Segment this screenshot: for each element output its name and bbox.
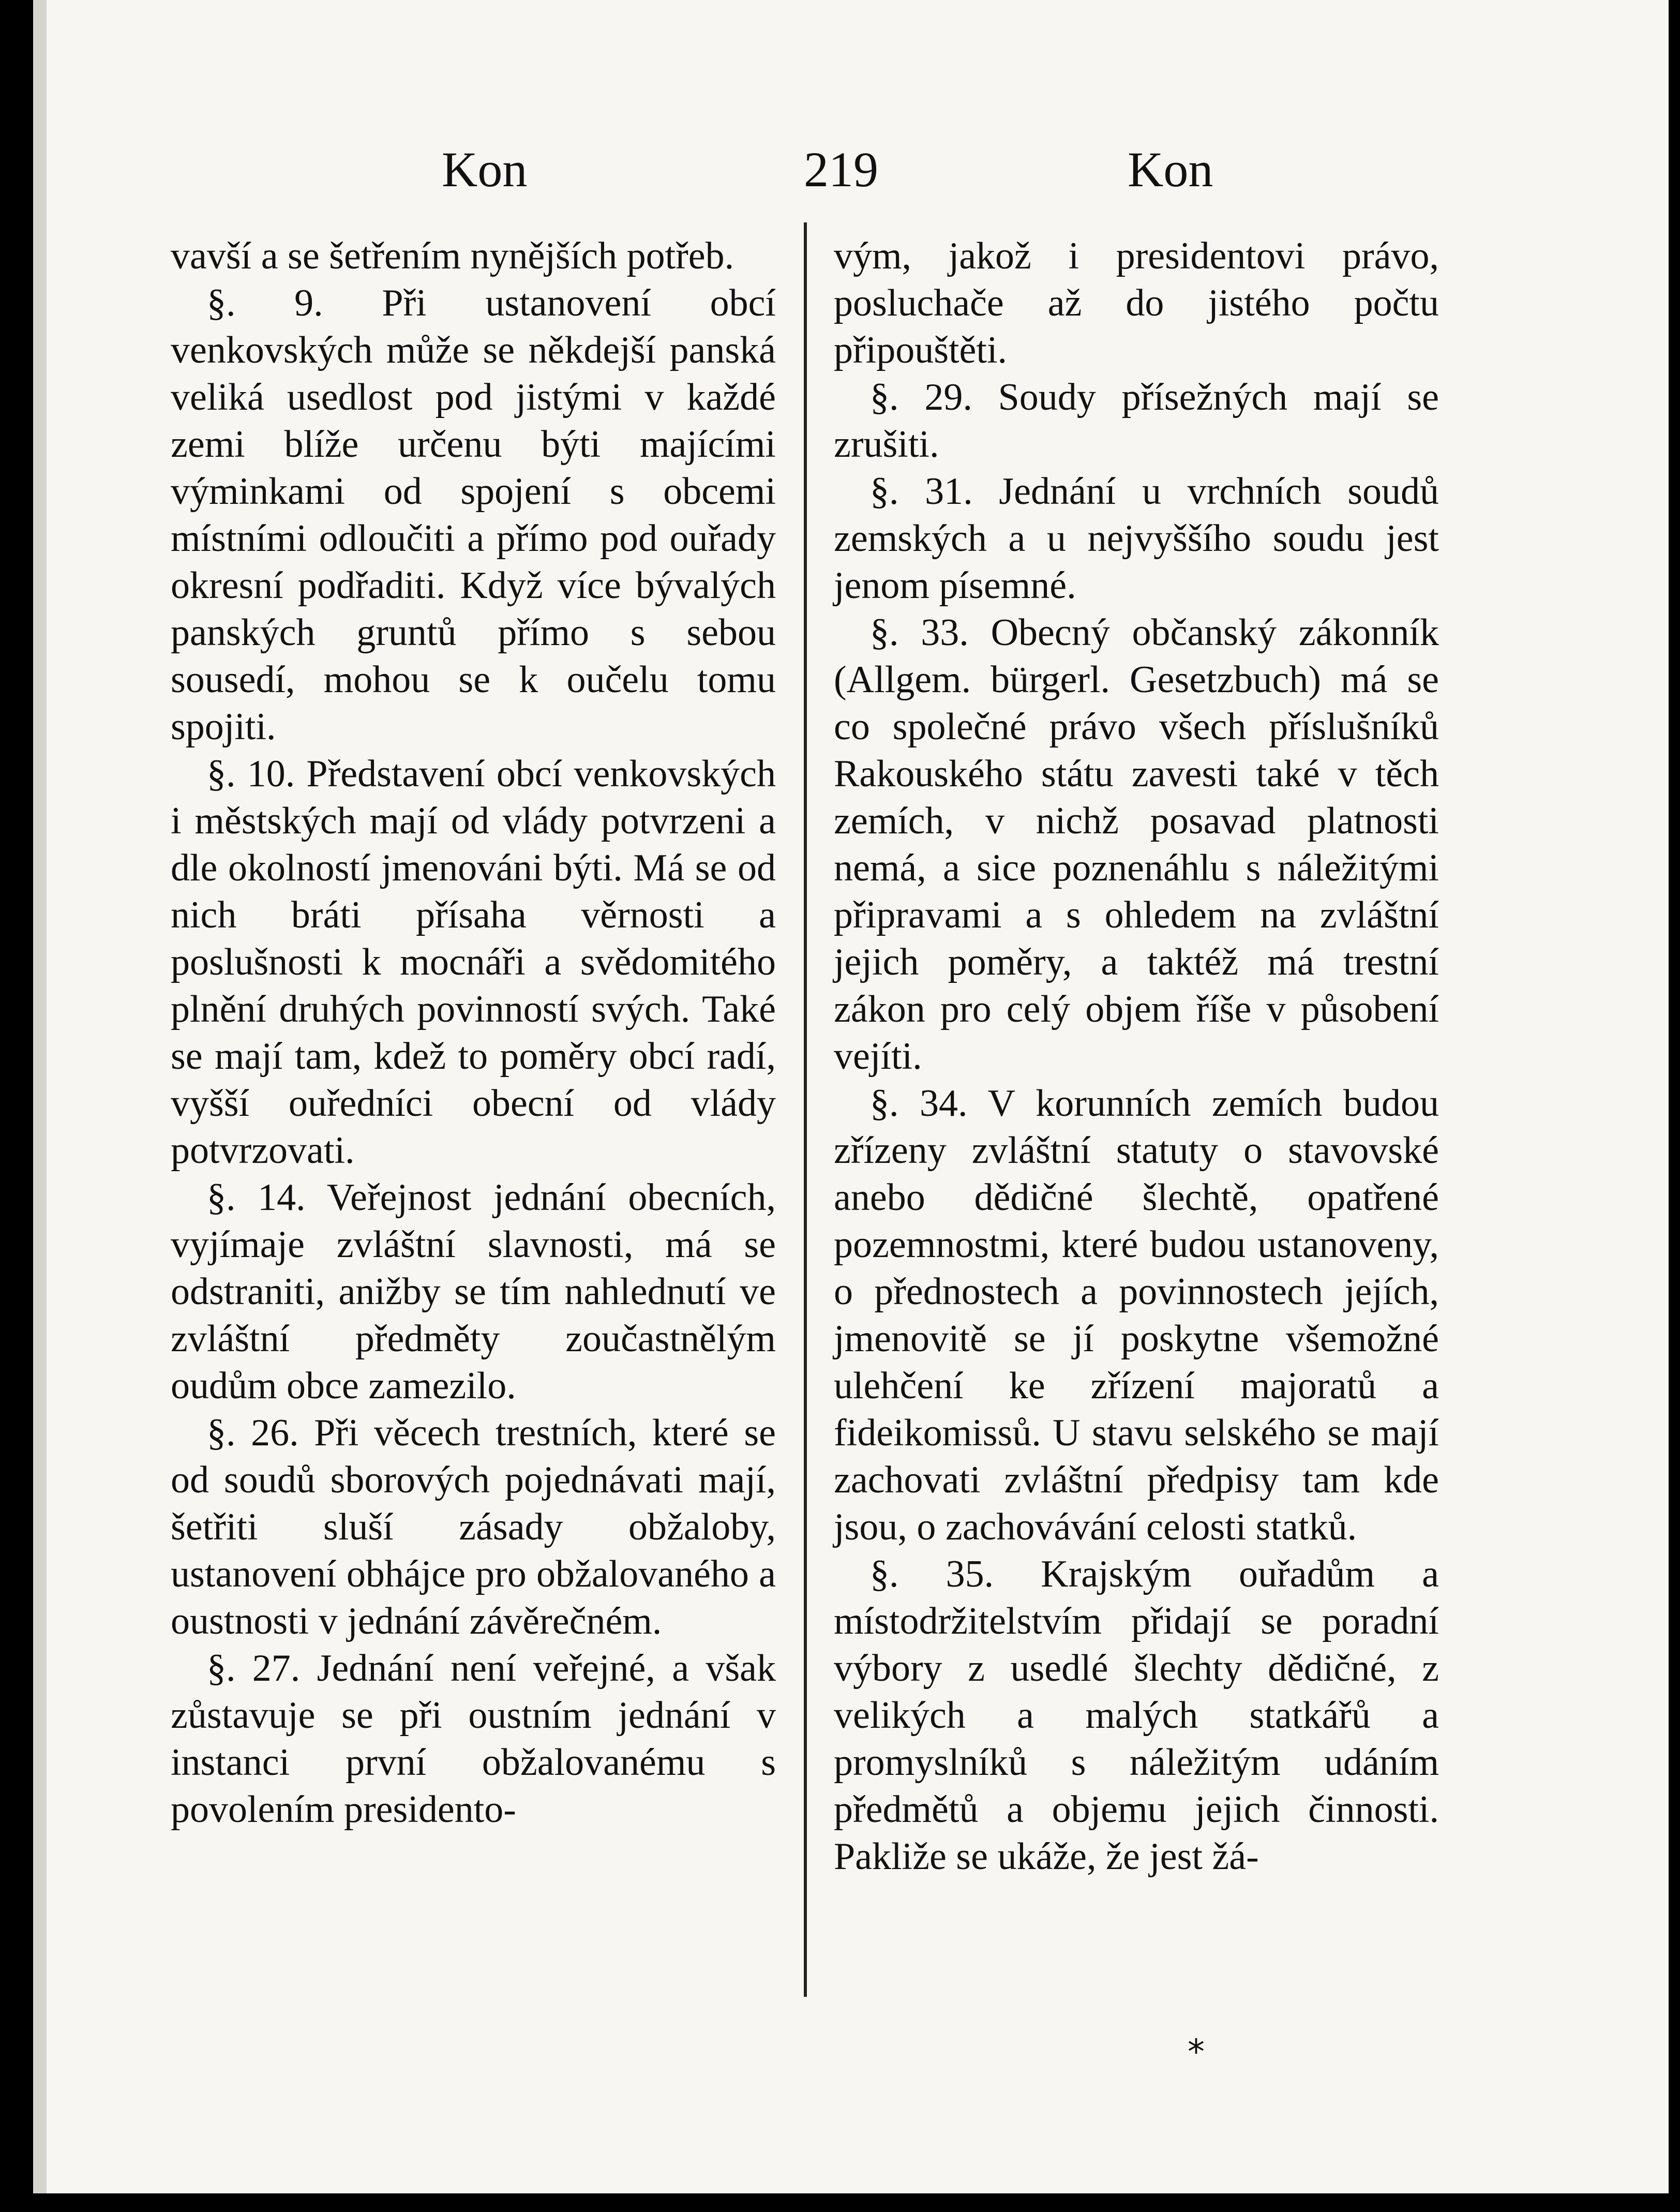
paragraph: vavší a se šetřením nynějších potřeb. — [171, 235, 734, 277]
book-page — [33, 0, 1669, 2193]
page-number: 219 — [804, 142, 878, 197]
left-column — [171, 233, 776, 1833]
running-head-right: Kon — [1128, 142, 1213, 197]
signature-mark: * — [1188, 2032, 1205, 2072]
page-binding-shadow — [33, 0, 47, 2193]
right-column — [834, 233, 1439, 1880]
paragraph: §. 27. Jednání není veřejné, a však zůstavuje se při oustním jednání v instanci první obžalovanému s povolením presidento- — [171, 1647, 776, 1831]
paragraph: §. 35. Krajským ouřadům a místodržitelstvím přidají se poradní výbory z usedlé šlechty dědičné, z velikých a malých statkářů a promyslníků s náležitým udáním předmětů a objemu jejich činnosti. Pakliže se ukáže, že jest žá- — [834, 1553, 1439, 1878]
paragraph: §. 33. Obecný občanský zákonník (Allgem. bürgerl. Gesetzbuch) má se co společné právo všech příslušníků Rakouského státu zavesti také v těch zemích, v nichž posavad platnosti nemá, a sice poznenáhlu s náležitými připravami a s ohledem na zvláštní jejich poměry, a taktéž má trestní zákon pro celý objem říše v působení vejíti. — [834, 611, 1439, 1078]
paragraph: §. 14. Veřejnost jednání obecních, vyjímaje zvláštní slavnosti, má se odstraniti, anižby se tím nahlednutí ve zvláštní předměty zoučastnělým oudům obce zamezilo. — [171, 1176, 776, 1407]
paragraph: vým, jakož i presidentovi právo, posluchače až do jistého počtu připouštěti. — [834, 235, 1439, 371]
paragraph: §. 31. Jednání u vrchních soudů zemských a u nejvyššího soudu jest jenom písemné. — [834, 470, 1439, 607]
paragraph: §. 10. Představení obcí venkovských i městských mají od vlády potvrzeni a dle okolností jmenováni býti. Má se od nich bráti přísaha věrnosti a poslušnosti k mocnáři a svědomitého plnění druhých povinností svých. Také se mají tam, kdež to poměry obcí radí, vyšší ouředníci obecní od vlády potvrzovati. — [171, 753, 776, 1172]
column-divider — [804, 222, 807, 1997]
paragraph: §. 26. Při věcech trestních, které se od soudů sborových pojednávati mají, šetřiti sluší zásady obžaloby, ustanovení obhájce pro obžalovaného a oustnosti v jednání závěrečném. — [171, 1412, 776, 1642]
running-head-left: Kon — [442, 142, 528, 197]
paragraph: §. 9. Při ustanovení obcí venkovských může se někdejší panská veliká usedlost pod jistými v každé zemi blíže určenu býti majícími výminkami od spojení s obcemi místními odloučiti a přímo pod ouřady okresní podřaditi. Když více bývalých panských gruntů přímo s sebou sousedí, mohou se k oučelu tomu spojiti. — [171, 282, 776, 748]
paragraph: §. 29. Soudy přísežných mají se zrušiti. — [834, 376, 1439, 466]
paragraph: §. 34. V korunních zemích budou zřízeny zvláštní statuty o stavovské anebo dědičné šlechtě, opatřené pozemnostmi, které budou ustanoveny, o přednostech a povinnostech jejích, jmenovitě se jí poskytne všemožné ulehčení ke zřízení majoratů a fideikomissů. U stavu selského se mají zachovati zvláštní předpisy tam kde jsou, o zachovávání celosti statků. — [834, 1082, 1439, 1548]
